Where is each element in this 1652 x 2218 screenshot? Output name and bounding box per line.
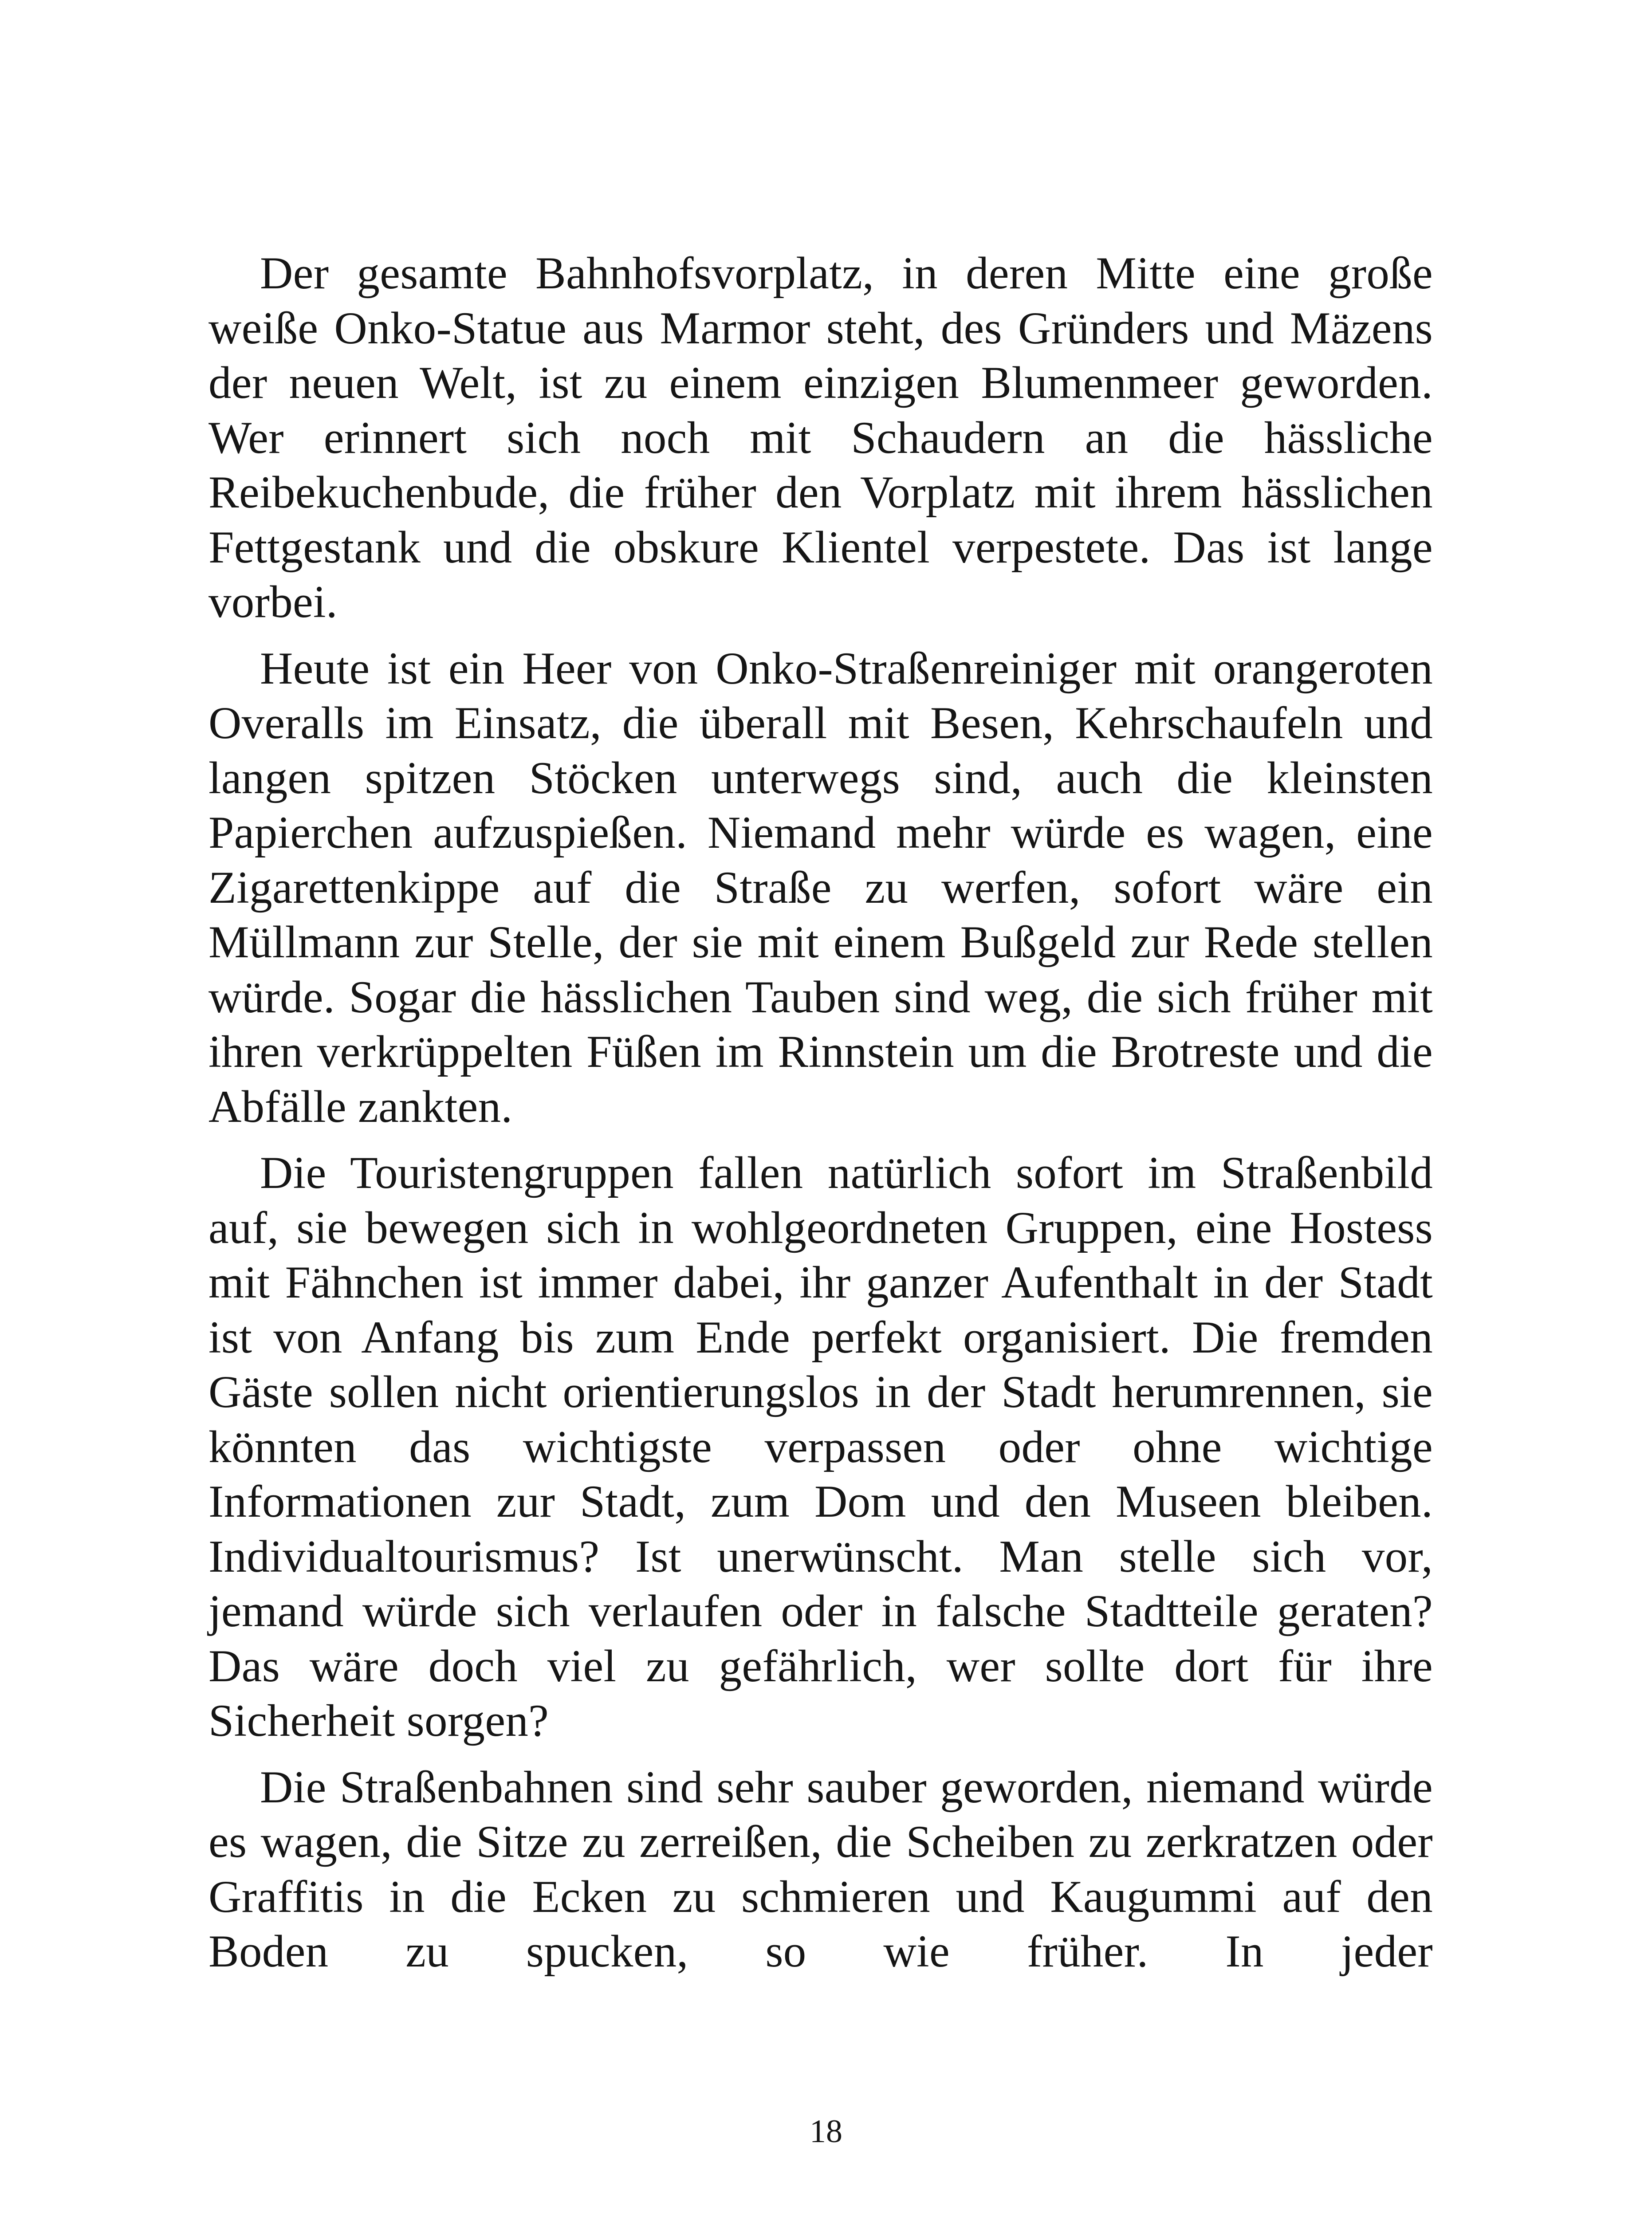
page-number: 18 <box>810 2113 842 2150</box>
paragraph-3: Die Touristengruppen fallen natürlich sofort im Straßenbild auf, sie bewegen sich in wohlgeordneten Gruppen, eine Hostess mit Fähnchen ist immer dabei, ihr ganzer Aufenthalt in der Stadt ist von Anfang bis zum Ende perfekt organisiert. Die fremden Gäste sollen nicht orientierungslos in der Stadt herumrennen, sie könnten das wichtigste verpassen oder ohne wichtige Informationen zur Stadt, zum Dom und den Museen bleiben. Individualtourismus? Ist unerwünscht. Man stelle sich vor, jemand würde sich verlaufen oder in falsche Stadtteile geraten? Das wäre doch viel zu gefährlich, wer sollte dort für ihre Sicherheit sorgen? <box>208 1148 1433 1746</box>
paragraph-4: Die Straßenbahnen sind sehr sauber geworden, niemand würde es wagen, die Sitze zu zerreißen, die Scheiben zu zerkratzen oder Graffitis in die Ecken zu schmieren und Kaugummi auf den Boden zu spucken, so wie früher. In jeder <box>208 1762 1433 1977</box>
paragraph-1: Der gesamte Bahnhofsvorplatz, in deren Mitte eine große weiße Onko-Statue aus Marmor steht, des Gründers und Mäzens der neuen Welt, ist zu einem einzigen Blumenmeer geworden. Wer erinnert sich noch mit Schaudern an die hässliche Reibekuchenbude, die früher den Vorplatz mit ihrem hässlichen Fettgestank und die obskure Klientel verpestete. Das ist lange vorbei. <box>208 248 1433 627</box>
paragraph-2: Heute ist ein Heer von Onko-Straßenreiniger mit orangeroten Overalls im Einsatz, die überall mit Besen, Kehrschaufeln und langen spitzen Stöcken unterwegs sind, auch die kleinsten Papierchen aufzuspießen. Niemand mehr würde es wagen, eine Zigarettenkippe auf die Straße zu werfen, sofort wäre ein Müllmann zur Stelle, der sie mit einem Bußgeld zur Rede stellen würde. Sogar die hässlichen Tauben sind weg, die sich früher mit ihren verkrüppelten Füßen im Rinnstein um die Brotreste und die Abfälle zankten. <box>208 643 1433 1132</box>
body-text <box>208 246 1433 1991</box>
